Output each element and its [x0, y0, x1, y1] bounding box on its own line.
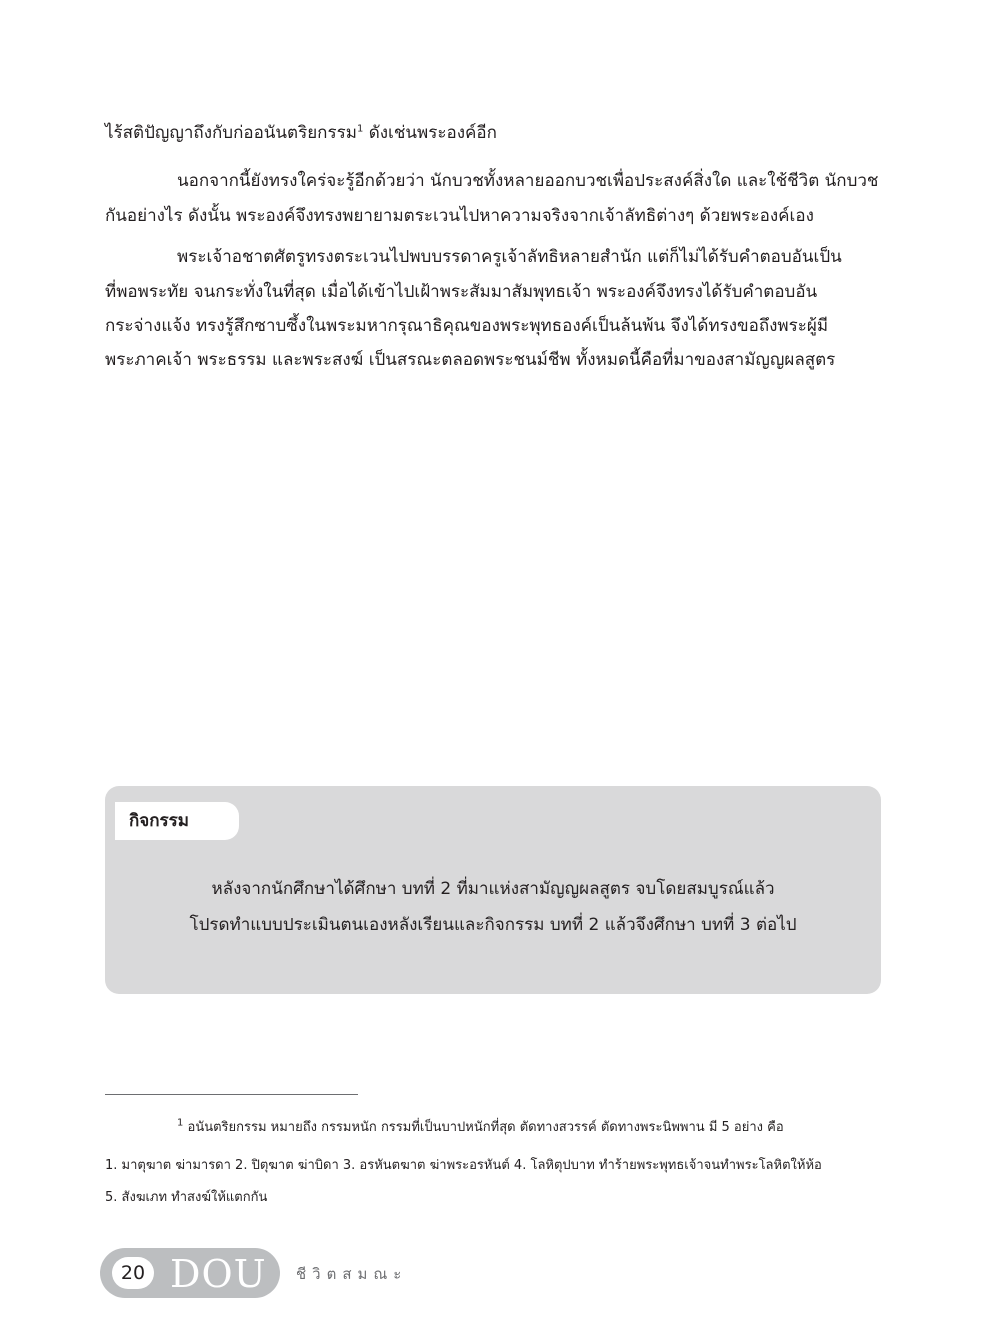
activity-instruction-line: หลังจากนักศึกษาได้ศึกษา บทที่ 2 ที่มาแห่งสามัญญผลสูตร จบโดยสมบูรณ์แล้ว [211, 879, 775, 899]
activity-title: กิจกรรม [115, 802, 239, 840]
activity-instruction-line: โปรดทำแบบประเมินตนเองหลังเรียนและกิจกรรม บทที่ 2 แล้วจึงศึกษา บทที่ 3 ต่อไป [189, 915, 797, 935]
paragraph-line: ไร้สติปัญญาถึงกับก่ออนันตริยกรรม$^1$ ดังเช่นพระองค์อีก [105, 123, 497, 143]
footnote-line: 5. สังฆเภท ทำสงฆ์ให้แตกกัน [105, 1190, 268, 1205]
paragraph-line: กันอย่างไร ดังนั้น พระองค์จึงทรงพยายามตระเวนไปหาความจริงจากเจ้าลัทธิต่างๆ ด้วยพระองค์เอง [105, 206, 814, 226]
paragraph-line: ที่พอพระทัย จนกระทั่งในที่สุด เมื่อได้เข้าไปเฝ้าพระสัมมาสัมพุทธเจ้า พระองค์จึงทรงได้รับคำตอบอัน [105, 282, 818, 302]
footnote-reference[interactable]: 1 [356, 123, 364, 135]
paragraph-line: นอกจากนี้ยังทรงใคร่จะรู้อีกด้วยว่า นักบวชทั้งหลายออกบวชเพื่อประสงค์สิ่งใด และใช้ชีวิต นักบวช [177, 171, 879, 191]
paragraph-line: พระภาคเจ้า พระธรรม และพระสงฆ์ เป็นสรณะตลอดพระชนม์ชีพ ทั้งหมดนี้คือที่มาของสามัญญผลสูตร [105, 350, 836, 370]
dou-logo: DOU [170, 1252, 267, 1296]
paragraph-line: พระเจ้าอชาตศัตรูทรงตระเวนไปพบบรรดาครูเจ้าลัทธิหลายสำนัก แต่ก็ไม่ได้รับคำตอบอันเป็น [177, 247, 842, 267]
footnote-line: 1. มาตุฆาต ฆ่ามารดา 2. ปิตุฆาต ฆ่าบิดา 3. อรหันตฆาต ฆ่าพระอรหันต์ 4. โลหิตุปบาท ทำร้ายพระพุทธเจ้าจนทำพระโลหิตให้ห้อ [105, 1158, 822, 1173]
footnote-line: $^1$ อนันตริยกรรม หมายถึง กรรมหนัก กรรมที่เป็นบาปหนักที่สุด ตัดทางสวรรค์ ตัดทางพระนิพพาน มี 5 อย่าง คือ [177, 1117, 784, 1135]
footnote-divider [105, 1094, 358, 1095]
footnote-marker: 1 [177, 1117, 184, 1129]
running-title: ชีวิตสมณะ [296, 1265, 408, 1283]
page-number: 20 [112, 1257, 154, 1289]
paragraph-line: กระจ่างแจ้ง ทรงรู้สึกซาบซึ้งในพระมหากรุณาธิคุณของพระพุทธองค์เป็นล้นพ้น จึงได้ทรงขอถึงพระผู้มี [105, 316, 829, 336]
page-badge [100, 1248, 280, 1298]
activity-box [105, 786, 881, 994]
